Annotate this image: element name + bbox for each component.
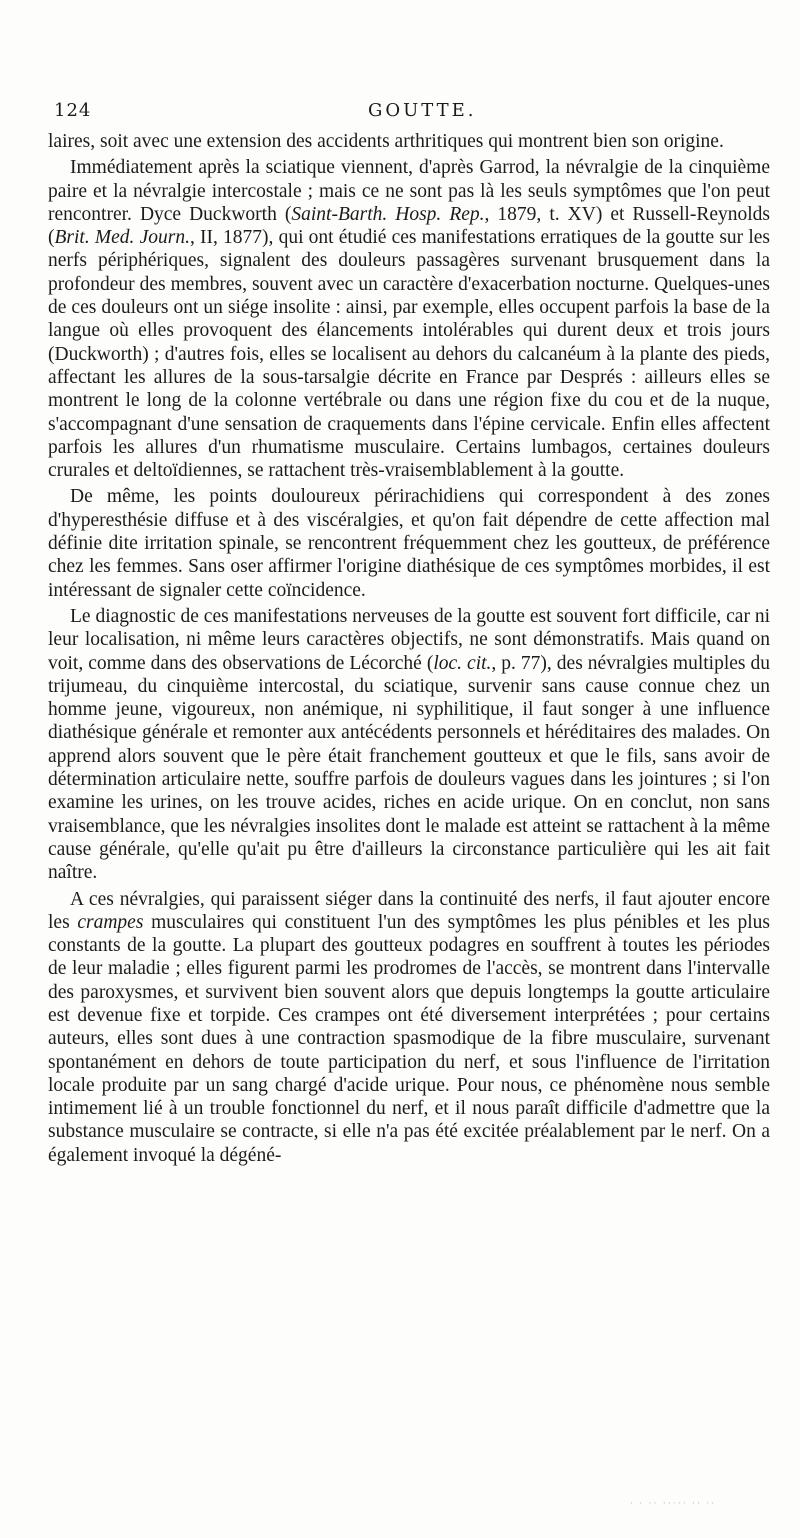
text-run: A ces névralgies, qui paraissent siéger dans la continuité des nerfs, il faut ajouter encore les <box>48 888 770 933</box>
text-run: , II, 1877), qui ont étudié ces manifestations erratiques de la goutte sur les nerfs périphériques, signalent des douleurs passagères survenant brusquement dans la profondeur des membres, souvent avec un caractère d'exacerbation nocturne. Quelques-unes de ces douleurs ont un siége insolite : ainsi, par exemple, elles occupent parfois la base de la langue où elles provoquent des élancements intolérables qui durent deux et trois jours (Duckworth) ; d'autres fois, elles se localisent au dehors du calcanéum à la plante des pieds, affectant les allures de la sous-tarsalgie décrite en France par Després : ailleurs elles se montrent le long de la colonne vertébrale ou dans une région fixe du cou et de la nuque, s'accompagnant d'une sensation de craquements dans l'épine cervicale. Enfin elles affectent parfois les allures d'un rhumatisme musculaire. Certains lumbagos, certaines douleurs crurales et deltoïdiennes, se rattachent très-vraisemblablement à la goutte. <box>48 227 770 482</box>
italic-citation: loc. cit. <box>433 652 492 674</box>
body-text <box>48 130 770 1170</box>
text-run: , p. 77), des névralgies multiples du trijumeau, du cinquième intercostal, du sciatique, survenir sans cause connue chez un homme jeune, vigoureux, non anémique, ni syphilitique, il faut songer à une influence diathésique générale et remonter aux antécédents personnels et héréditaires des malades. On apprend alors souvent que le père était franchement goutteux et que le fils, sans avoir de détermination articulaire nette, souffre parfois de douleurs vagues dans les jointures ; si l'on examine les urines, on les trouve acides, riches en acide urique. On en conclut, non sans vraisemblance, que les névralgies insolites dont le malade est atteint se rattachent à la même cause générale, qu'elle qu'ait pu être d'ailleurs la circonstance particulière qui les ait fait naître. <box>48 652 770 884</box>
paragraph-1 <box>48 130 770 153</box>
paragraph-2 <box>48 156 770 482</box>
text-run: musculaires qui constituent l'un des symptômes les plus pénibles et les plus constants de la goutte. La plupart des goutteux podagres en souffrent à toutes les périodes de leur maladie ; elles figurent parmi les prodromes de l'accès, se montrent dans l'intervalle des paroxysmes, et survivent bien souvent alors que depuis longtemps la goutte articulaire est devenue fixe et torpide. Ces crampes ont été diversement interprétées ; pour certains auteurs, elles sont dues à une contraction spasmodique de la fibre musculaire, survenant spontanément en dehors de toute participation du nerf, et sous l'influence de l'irritation locale produite par un sang chargé d'acide urique. Pour nous, ce phénomène nous semble intimement lié à un trouble fonctionnel du nerf, et il nous paraît difficile d'admettre que la substance musculaire se contracte, si elle n'a pas été excitée préalablement par le nerf. On a également invoqué la dégéné- <box>48 911 770 1166</box>
scan-footer-marks: · · ·· ····· ·· ·· <box>630 1498 717 1508</box>
paragraph-4 <box>48 605 770 885</box>
running-title: GOUTTE. <box>368 100 477 121</box>
page-number: 124 <box>54 100 92 121</box>
paragraph-5 <box>48 888 770 1168</box>
italic-citation: Saint-Barth. Hosp. Rep. <box>291 203 485 225</box>
text-run: De même, les points douloureux périrachidiens qui correspondent à des zones d'hyperesthésie diffuse et à des viscéralgies, et qu'on fait dépendre de cette affection mal définie dite irritation spinale, se rencontrent fréquemment chez les goutteux, de préférence chez les femmes. Sans oser affirmer l'origine diathésique de ces symptômes morbides, il est intéressant de signaler cette coïncidence. <box>48 486 770 601</box>
text-run: laires, soit avec une extension des accidents arthritiques qui montrent bien son origine. <box>48 131 724 152</box>
text-run: Le diagnostic de ces manifestations nerveuses de la goutte est souvent fort difficile, car ni leur localisation, ni même leurs caractères objectifs, ne sont démonstratifs. Mais quand on voit, comme dans des observations de Lécorché ( <box>48 605 770 674</box>
italic-citation: Brit. Med. Journ. <box>54 227 190 249</box>
page-header <box>50 100 770 130</box>
text-run: , 1879, t. XV) et Russell-Reynolds ( <box>48 203 771 249</box>
paragraph-3 <box>48 485 770 601</box>
text-run: Immédiatement après la sciatique viennent, d'après Garrod, la névralgie de la cinquième paire et la névralgie intercostale ; mais ce ne sont pas là les seuls symptômes que l'on peut rencontrer. Dyce Duckworth ( <box>48 157 770 225</box>
italic-citation: crampes <box>77 911 144 933</box>
